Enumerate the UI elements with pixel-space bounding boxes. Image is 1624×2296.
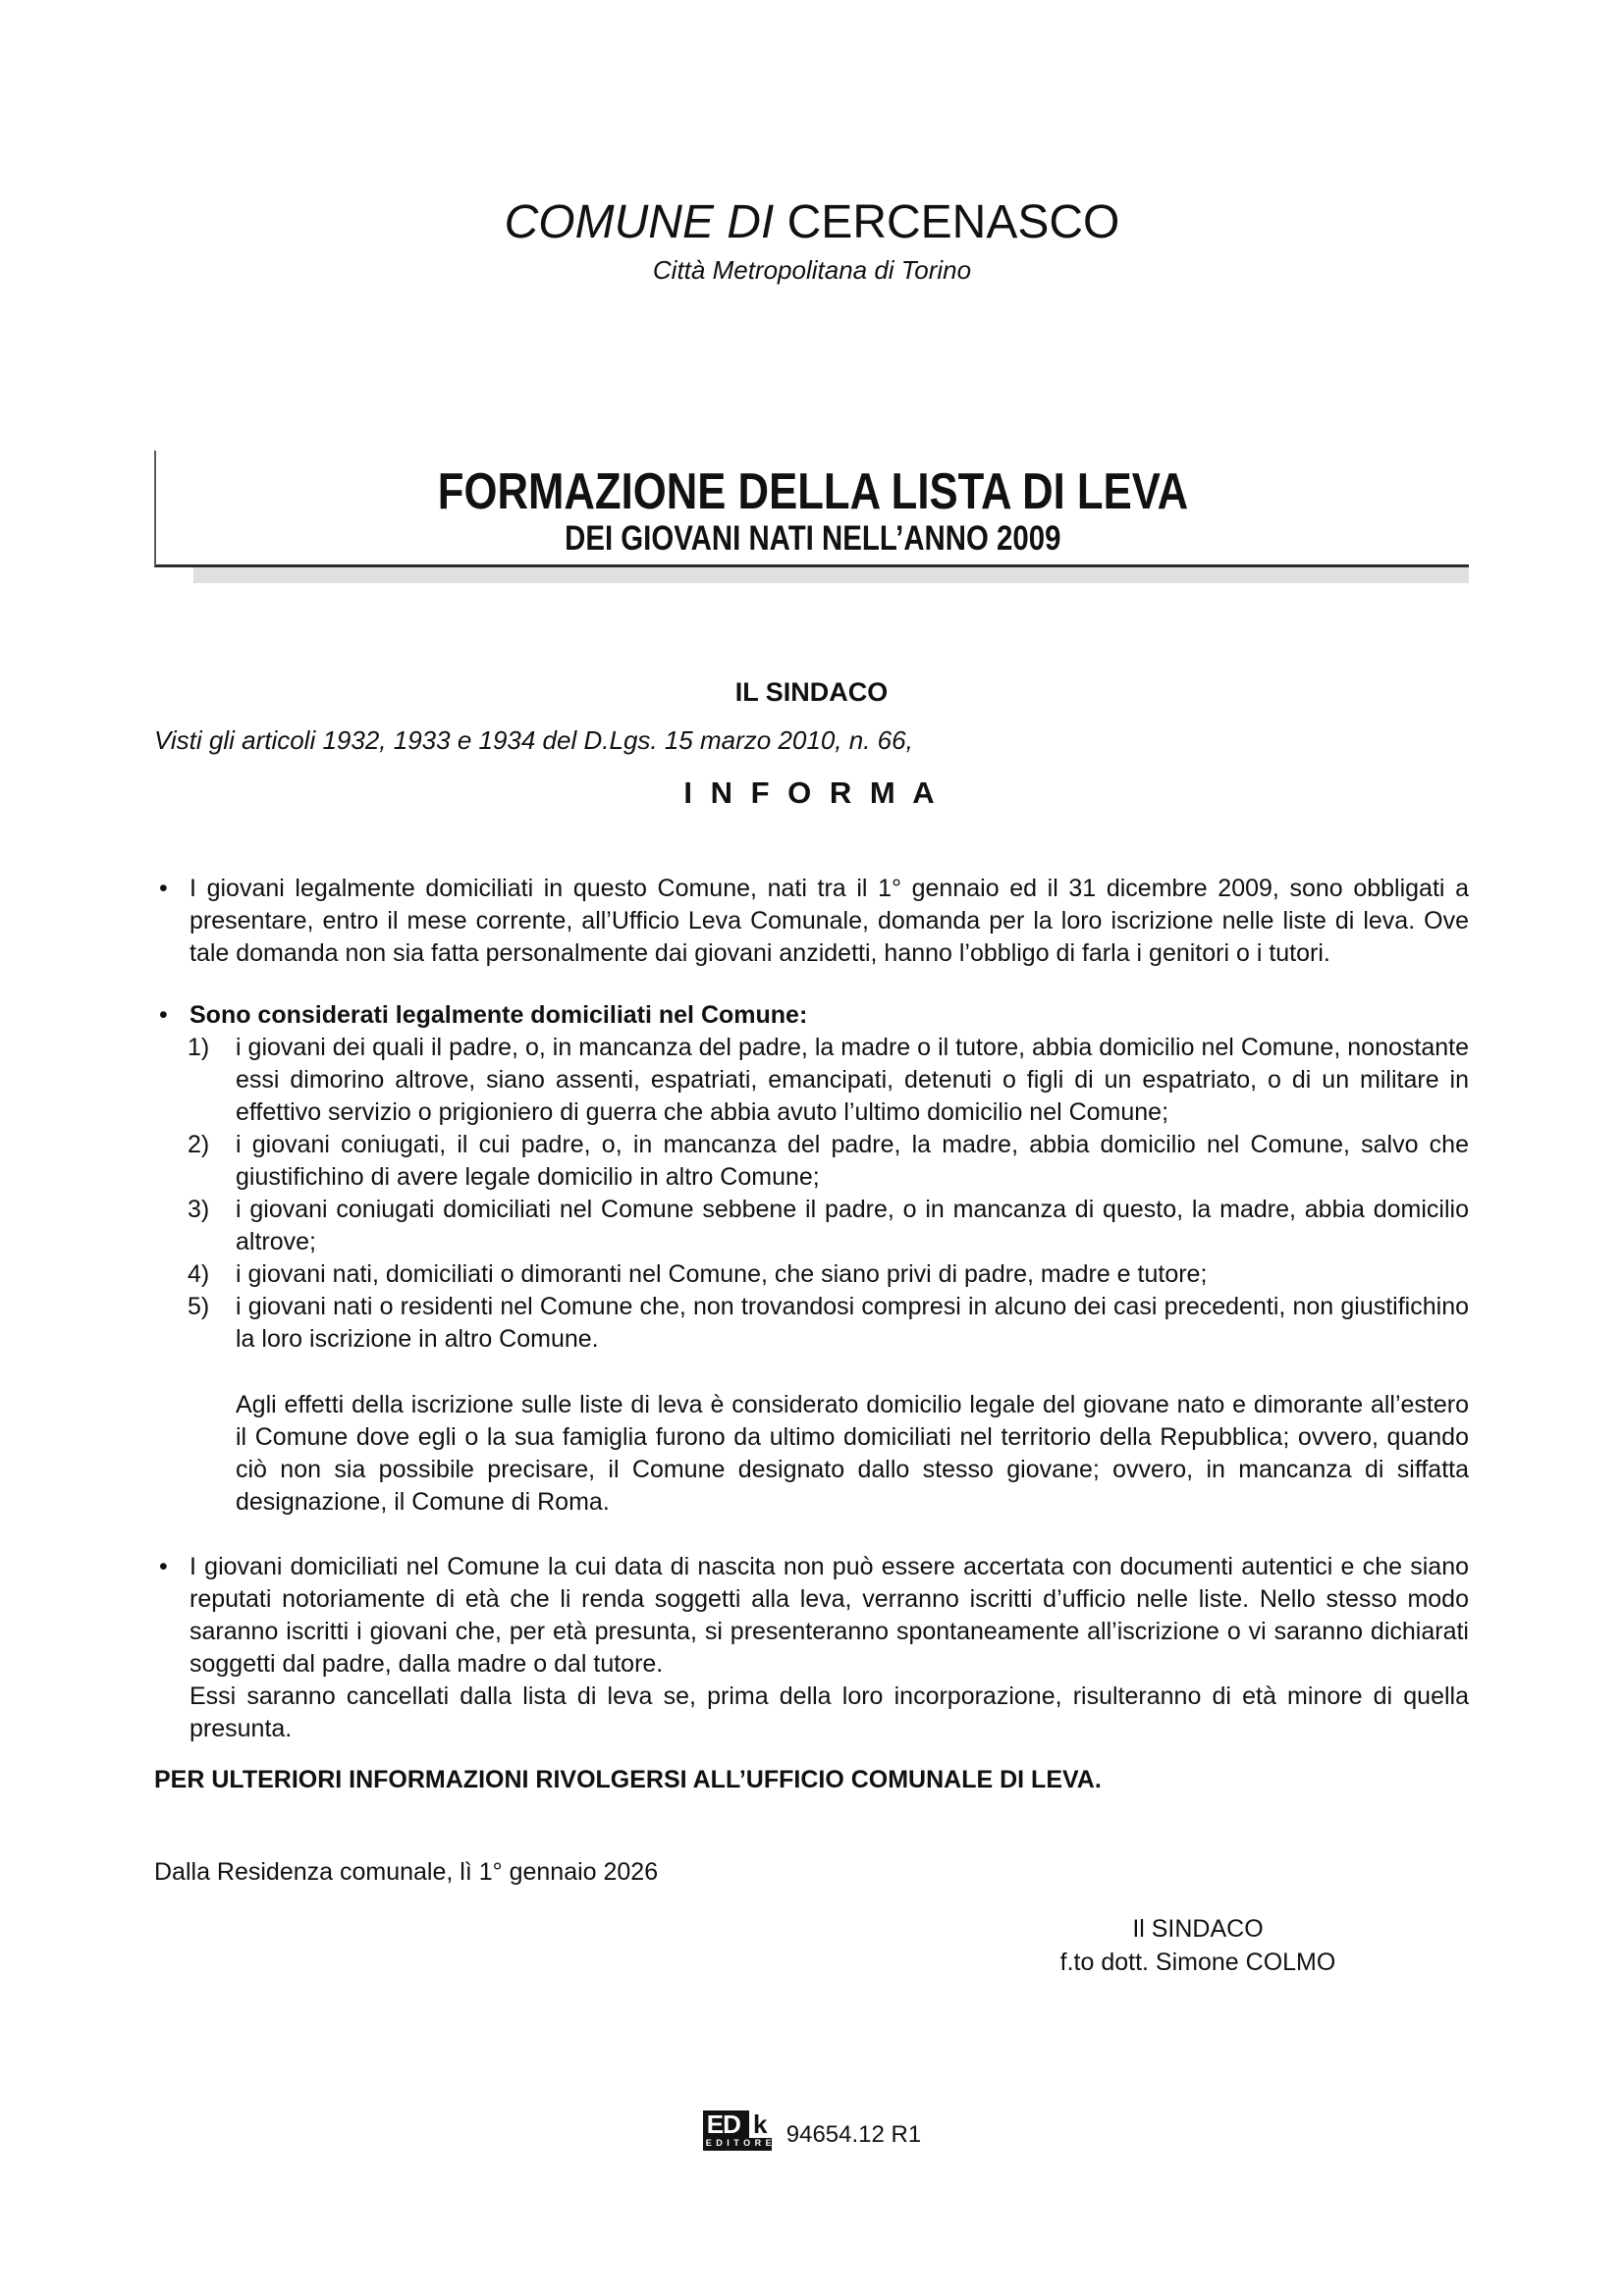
bullet-paragraph-3-text [189,1551,1469,1745]
bullet-paragraph-1-text: I giovani legalmente domiciliati in questo Comune, nati tra il 1° gennaio ed il 31 dicembre 2009, sono obbligati a presentare, entro il mese corrente, all’Ufficio Leva Comunale, domanda per la loro iscrizione nelle liste di leva. Ove tale domanda non sia fatta personalmente dai giovani anzidetti, hanno l’obbligo di farla i genitori o i tutori. [189,875,1469,967]
indented-paragraph: Agli effetti della iscrizione sulle liste di leva è considerato domicilio legale del giovane nato e dimorante all’estero il Comune dove egli o la sua famiglia furono da ultimo domiciliati nel territorio della Repubblica; ovvero, quando ciò non sia possibile precisare, il Comune designato dallo stesso giovane; ovvero, in mancanza di siffatta designazione, il Comune di Roma. [236,1391,1469,1516]
signature-role: Il SINDACO [1132,1915,1264,1943]
banner-subtitle-line [156,519,1469,559]
edk-publisher-logo [703,2109,777,2151]
bullet-marker: • [159,1001,168,1029]
numbered-item-1-marker: 1) [188,1034,210,1061]
edk-logo-top [703,2110,772,2138]
edk-logo-editore: EDITORE [705,2138,777,2148]
numbered-item-5 [154,1291,1469,1356]
numbered-item-2 [154,1129,1469,1194]
numbered-item-2-text: i giovani coniugati, il cui padre, o, in mancanza del padre, la madre, abbia domicilio nel Comune, salvo che giustifichino di avere legale domicilio in altro Comune; [236,1131,1469,1191]
numbered-item-4 [154,1258,1469,1291]
banner-subtitle: DEI GIOVANI NATI NELL’ANNO 2009 [564,519,1061,558]
numbered-item-3 [154,1194,1469,1258]
numbered-item-3-marker: 3) [188,1196,210,1223]
bullet-paragraph-3-part-1: I giovani domiciliati nel Comune la cui data di nascita non può essere accertata con documenti autentici e che siano reputati notoriamente di età che li renda soggetti alla leva, verranno iscritti d’ufficio nelle liste. Nello stesso modo saranno iscritti i giovani che, per età presunta, si presenteranno spontaneamente all’iscrizione o vi saranno dichiarati soggetti dal padre, dalla madre o dal tutore. [189,1553,1469,1678]
bullet-paragraph-3 [154,1551,1469,1745]
municipality-subtitle: Città Metropolitana di Torino [652,255,972,285]
signature-block [943,1912,1453,1979]
numbered-item-5-marker: 5) [188,1293,210,1320]
numbered-item-2-marker: 2) [188,1131,210,1158]
legal-premise: Visti gli articoli 1932, 1933 e 1934 del D.Lgs. 15 marzo 2010, n. 66, [154,725,913,755]
bullet-paragraph-1 [154,873,1469,970]
edk-logo-k: k [749,2110,772,2138]
signature-name: f.to dott. Simone COLMO [1059,1949,1336,1976]
banner-title-line [156,464,1469,519]
municipality-title [0,198,1624,247]
municipality-header [0,0,1624,285]
publisher-footer [0,2110,1624,2151]
numbered-item-3-text: i giovani coniugati domiciliati nel Comune sebbene il padre, o in mancanza di questo, la madre, abbia domicilio altrove; [236,1196,1469,1255]
municipality-title-name: CERCENASCO [786,196,1120,248]
heading-il-sindaco: IL SINDACO [734,677,889,707]
bullet-marker: • [159,875,168,902]
dateline: Dalla Residenza comunale, lì 1° gennaio 2026 [154,1858,659,1886]
numbered-item-1 [154,1032,1469,1129]
document-code: 94654.12 R1 [785,2121,922,2148]
bullet-paragraph-2 [154,999,1469,1032]
heading-informa: I N F O R M A [683,775,940,810]
edk-logo-ed: ED [706,2109,740,2139]
numbered-item-4-text: i giovani nati, domiciliati o dimoranti nel Comune, che siano privi di padre, madre e tutore; [236,1260,1208,1288]
numbered-item-4-marker: 4) [188,1260,210,1288]
numbered-item-1-text: i giovani dei quali il padre, o, in mancanza del padre, la madre o il tutore, abbia domicilio nel Comune, nonostante essi dimorino altrove, siano assenti, espatriati, emancipati, detenuti o figli di un espatriato, o di un militare in effettivo servizio o prigioniero di guerra che abbia avuto l’ultimo domicilio nel Comune; [236,1034,1469,1126]
banner-shadow-bar [193,567,1469,583]
bullet-paragraph-3-part-2: Essi saranno cancellati dalla lista di leva se, prima della loro incorporazione, risulteranno di età minore di quella presunta. [189,1682,1469,1742]
bullet-paragraph-2-title: Sono considerati legalmente domiciliati nel Comune: [189,1001,808,1029]
title-banner-box [154,451,1469,567]
municipality-title-comune-di: COMUNE DI [504,196,775,248]
title-banner [154,451,1469,583]
banner-title: FORMAZIONE DELLA LISTA DI LEVA [437,463,1188,520]
document-body [154,676,1469,1979]
numbered-item-5-text: i giovani nati o residenti nel Comune che, non trovandosi compresi in alcuno dei casi precedenti, non giustifichino la loro iscrizione in altro Comune. [236,1293,1469,1353]
info-notice: PER ULTERIORI INFORMAZIONI RIVOLGERSI ALL’UFFICIO COMUNALE DI LEVA. [154,1766,1102,1793]
bullet-marker: • [159,1553,168,1580]
